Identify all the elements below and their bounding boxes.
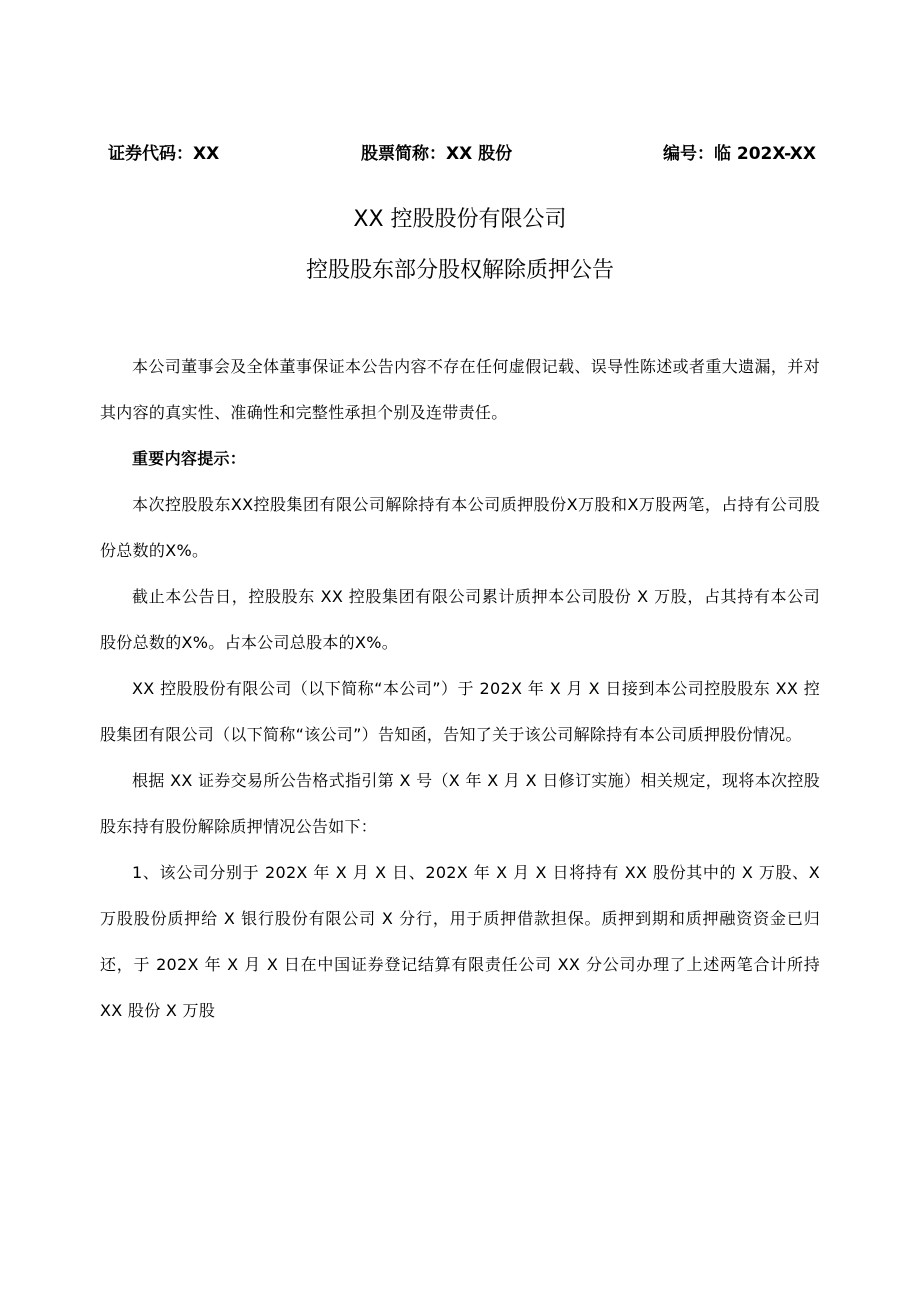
key-point-cumulative: 截止本公告日，控股股东 XX 控股集团有限公司累计质押本公司股份 X 万股，占其持有本公司股份总数的X%。占本公司总股本的X%。 bbox=[100, 587, 820, 652]
board-statement: 本公司董事会及全体董事保证本公告内容不存在任何虚假记载、误导性陈述或者重大遗漏，并对其内容的真实性、准确性和完整性承担个别及连带责任。 bbox=[100, 357, 820, 422]
notice-paragraph: XX 控股股份有限公司（以下简称“本公司”）于 202X 年 X 月 X 日接到本公司控股股东 XX 控股集团有限公司（以下简称“该公司”）告知函，告知了关于该公司解除持有本公司质押股份情况。 bbox=[100, 679, 820, 744]
key-points-heading: 重要内容提示： bbox=[132, 449, 247, 468]
announcement-title: 控股股东部分股权解除质押公告 bbox=[305, 258, 614, 283]
stock-short-name: 股票简称：XX 股份 bbox=[361, 144, 513, 164]
basis-paragraph: 根据 XX 证券交易所公告格式指引第 X 号（X 年 X 月 X 日修订实施）相关规定，现将本次控股股东持有股份解除质押情况公告如下： bbox=[100, 771, 820, 836]
company-title: XX 控股股份有限公司 bbox=[353, 207, 567, 232]
key-point-release: 本次控股股东XX控股集团有限公司解除持有本公司质押股份X万股和X万股两笔，占持有公司股份总数的X%。 bbox=[100, 495, 820, 560]
item-1-paragraph: 1、该公司分别于 202X 年 X 月 X 日、202X 年 X 月 X 日将持有 XX 股份其中的 X 万股、X 万股股份质押给 X 银行股份有限公司 X 分行，用于质押借款担保。质押到期和质押融资资金已归还，于 202X 年 X 月 X 日在中国证券登记结算有限责任公司 XX 分公司办理了上述两笔合计所持 XX 股份 X 万股 bbox=[100, 863, 820, 1020]
document-body bbox=[100, 344, 820, 1034]
serial-number: 编号：临 202X-XX bbox=[662, 144, 816, 164]
announcement-header bbox=[108, 140, 816, 168]
stock-code: 证券代码：XX bbox=[108, 144, 220, 164]
